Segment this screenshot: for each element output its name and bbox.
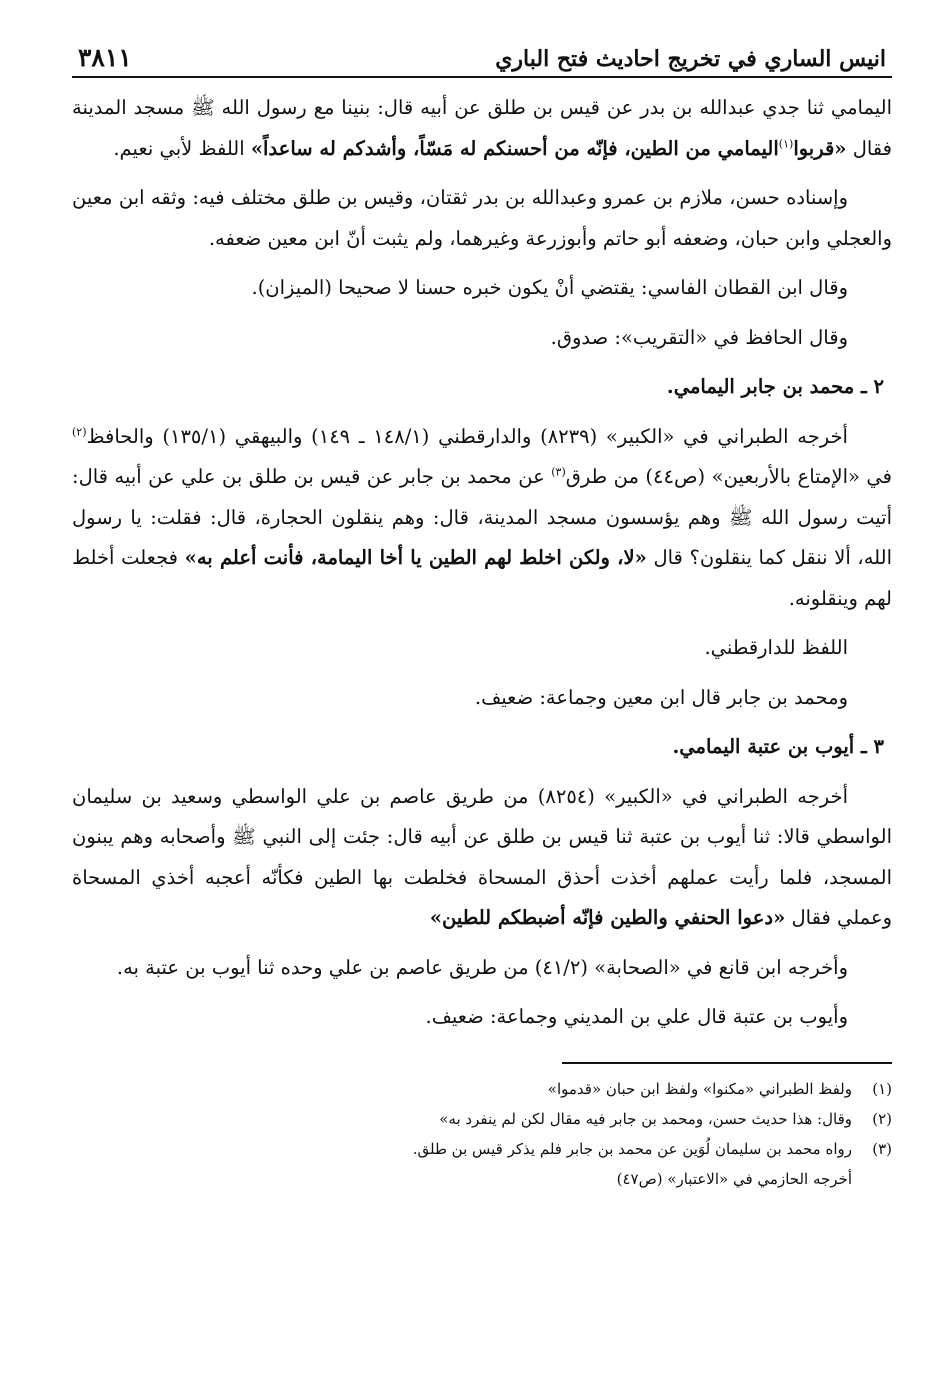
section-heading-3: ٣ ـ أيوب بن عتبة اليمامي. (672, 735, 884, 758)
footnote-divider (562, 1062, 892, 1064)
main-text (72, 88, 892, 1038)
hadith-quote: «قربوا (793, 136, 847, 160)
footnote-number: (١) (872, 1079, 892, 1098)
section-heading-2: ٢ ـ محمد بن جابر اليمامي. (666, 375, 884, 398)
paragraph-ibn-qani: وأخرجه ابن قانع في «الصحابة» (٤١/٢) من طريق عاصم بن علي وحده ثنا أيوب بن عتبة به. (116, 955, 848, 979)
footnote-text: وقال: هذا حديث حسن، ومحمد بن جابر فيه مقال لكن لم ينفرد به» (439, 1109, 852, 1128)
paragraph-hadith-2 (72, 417, 892, 620)
text-segment: اللفظ لأبي نعيم. (113, 136, 251, 160)
footnote-3 (72, 1134, 892, 1164)
text-segment: أخرجه الطبراني في «الكبير» (٨٢٥٤) من طريق عاصم بن علي الواسطي وسعيد بن سليمان الواسطي قالا: ثنا أيوب بن عتبة ثنا قيس بن طلق عن أبيه قال: جئت إلى النبي ﷺ وأصحابه وهم يبنون المسجد، فلما رأيت عملهم أخذت أحذق المسحاة فخلطت بها الطين فكأنّه أعجبه أخذي المسحاة وعملي فقال (72, 784, 892, 929)
footnote-ref-3: (٣) (551, 465, 566, 479)
text-segment: عن محمد بن جابر عن قيس بن طلق بن علي عن أبيه قال: أتيت رسول الله ﷺ وهم يؤسسون مسجد المدينة، قال: وهم ينقلون الحجارة، قال: فقلت: يا رسول الله، ألا ننقل كما ينقلون؟ قال (72, 465, 892, 569)
page-number: ٣٨١١ (78, 43, 132, 72)
paragraph-ibn-qattan: وقال ابن القطان الفاسي: يقتضي أنْ يكون خبره حسنا لا صحيحا (الميزان). (251, 276, 848, 299)
footnote-3-continuation: أخرجه الحازمي في «الاعتبار» (ص٤٧) (616, 1169, 852, 1188)
text-segment: أخرجه الطبراني في «الكبير» (٨٢٣٩) والدارقطني (١٤٨/١ ـ ١٤٩) والبيهقي (١٣٥/١) والحافظ (86, 424, 848, 448)
footnote-ref-1: (١) (778, 137, 794, 150)
footnotes (72, 1074, 892, 1194)
paragraph-hadith-3 (72, 777, 892, 939)
paragraph-jabir-grade: ومحمد بن جابر قال ابن معين وجماعة: ضعيف. (474, 685, 848, 709)
text-segment: فجعلت أخلط لهم وينقلونه. (72, 546, 892, 610)
hadith-quote: «دعوا الحنفي والطين فإنّه أضبطكم للطين» (429, 906, 786, 929)
footnote-2 (72, 1104, 892, 1134)
running-title: انيس الساري في تخريج احاديث فتح الباري (495, 46, 886, 72)
paragraph-ayyub-grade: وأيوب بن عتبة قال علي بن المديني وجماعة: ضعيف. (425, 1005, 848, 1028)
paragraph-lafz: اللفظ للدارقطني. (704, 636, 848, 659)
text-segment: اليمامي ثنا جدي عبدالله بن بدر عن قيس بن طلق عن أبيه قال: بنينا مع رسول الله ﷺ مسجد المدينة فقال (72, 96, 892, 160)
hadith-quote: اليمامي من الطين، فإنّه من أحسنكم له مَسّاً، وأشدكم له ساعداً» (250, 136, 779, 160)
footnote-ref-2: (٢) (72, 425, 87, 438)
paragraph-isnad: وإسناده حسن، ملازم بن عمرو وعبدالله بن بدر ثقتان، وقيس بن طلق مختلف فيه: وثقه ابن معين والعجلي وابن حبان، وضعفه أبو حاتم وأبوزرعة وغيرهما، ولم يثبت أنّ ابن معين ضعفه. (72, 186, 892, 250)
footnote-1 (72, 1074, 892, 1104)
paragraph-hadith-1 (72, 88, 892, 169)
page-header (72, 32, 892, 78)
paragraph-taqrib: وقال الحافظ في «التقريب»: صدوق. (550, 325, 848, 349)
footnote-number: (٣) (872, 1139, 892, 1158)
footnote-number: (٢) (872, 1109, 892, 1128)
footnote-text: رواه محمد بن سليمان لُوَين عن محمد بن جابر فلم يذكر قيس بن طلق. (412, 1139, 852, 1158)
hadith-quote: «لا، ولكن اخلط لهم الطين يا أخا اليمامة، فأنت أعلم به» (184, 546, 647, 569)
text-segment: في «الإمتاع بالأربعين» (ص٤٤) من طرق (565, 465, 892, 488)
footnote-text: ولفظ الطبراني «مكنوا» ولفظ ابن حبان «قدموا» (547, 1079, 852, 1098)
